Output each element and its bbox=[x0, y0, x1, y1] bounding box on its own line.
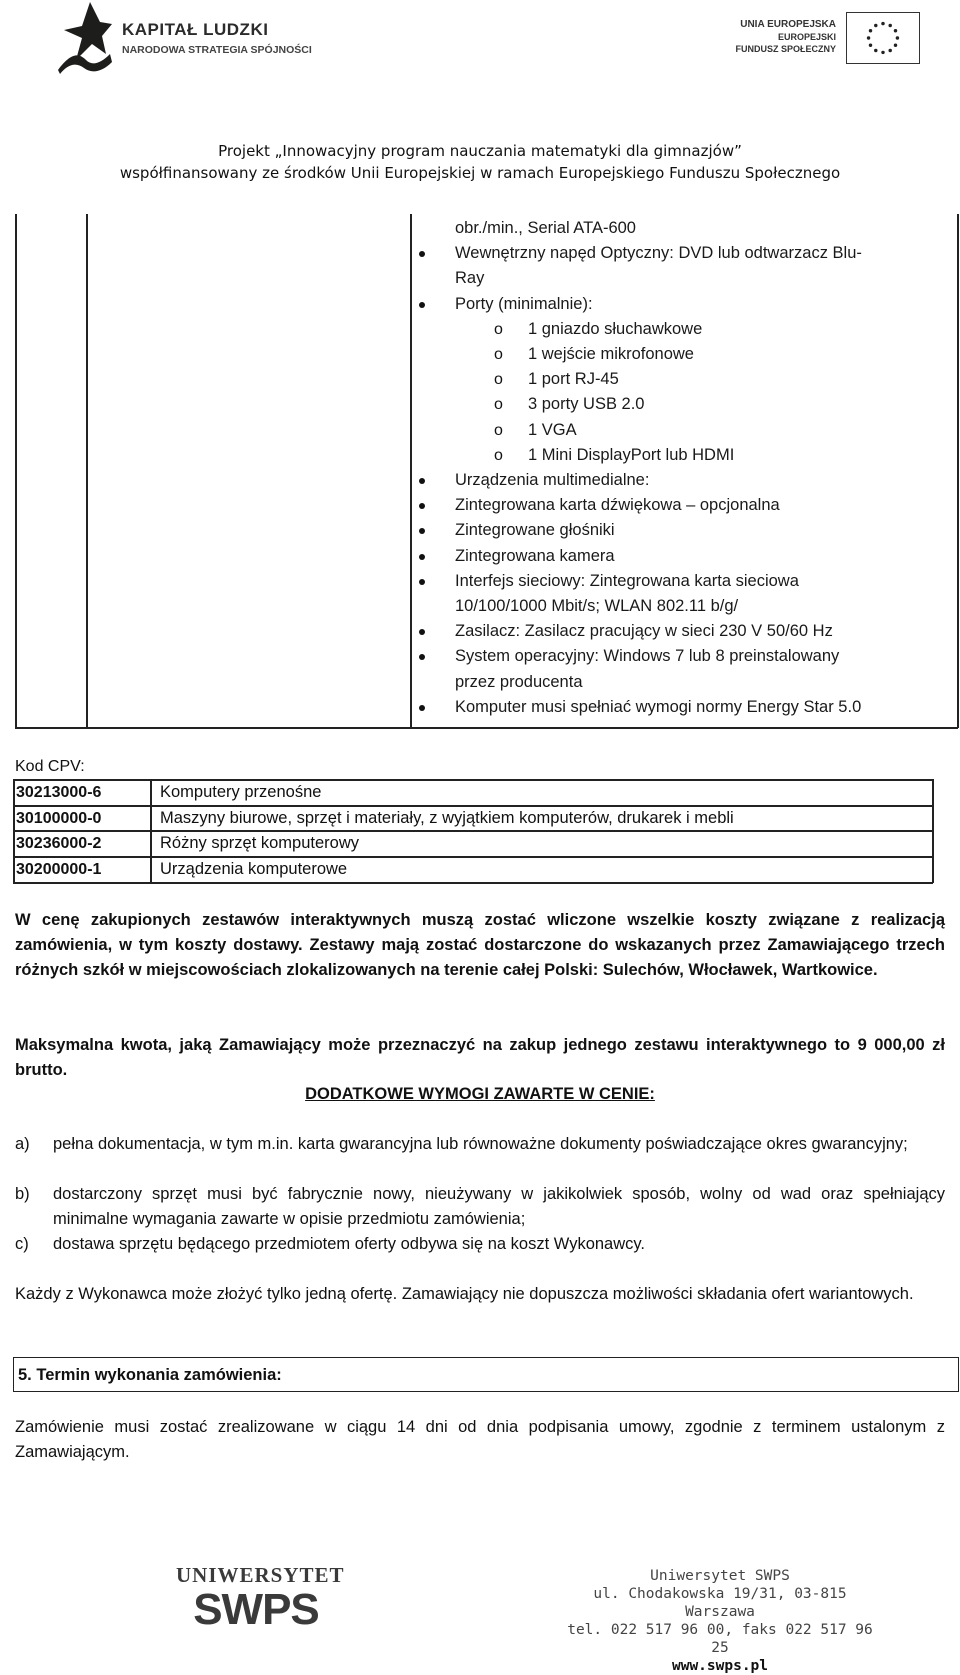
termin-section-label: 5. Termin wykonania zamówienia: bbox=[18, 1366, 282, 1384]
eu-star-icon bbox=[867, 36, 870, 39]
project-line-2: współfinansowany ze środków Unii Europejskiej w ramach Europejskiego Funduszu Społecznego bbox=[119, 164, 841, 182]
max-amount-paragraph: Maksymalna kwota, jaką Zamawiający może przeznaczyć na zakup jednego zestawu interaktywnego to 9 000,00 zł brutto. bbox=[15, 1036, 945, 1079]
footer-address-phone: tel. 022 517 96 00, faks 022 517 96 25 bbox=[567, 1622, 873, 1656]
spec-item-text: Interfejs sieciowy: Zintegrowana karta sieciowa bbox=[455, 571, 799, 590]
list-item-text: dostarczony sprzęt musi być fabrycznie nowy, nieużywany w jakikolwiek sposób, wolny od wad oraz spełniający minimalne wymagania zawarte w opisie przedmiotu zamówienia; bbox=[53, 1185, 945, 1228]
eu-star-icon bbox=[888, 24, 891, 27]
extra-requirements-heading: DODATKOWE WYMOGI ZAWARTE W CENIE: bbox=[305, 1085, 655, 1103]
kapital-ludzki-title: KAPITAŁ LUDZKI bbox=[122, 20, 269, 39]
spec-item-text: obr./min., Serial ATA-600 bbox=[455, 219, 636, 237]
spec-item-text: Zintegrowana karta dźwiękowa – opcjonalna bbox=[455, 496, 780, 515]
spec-item-text: 1 VGA bbox=[528, 420, 577, 439]
eu-star-icon bbox=[874, 24, 877, 27]
swps-logo bbox=[176, 1563, 345, 1635]
eu-star-icon bbox=[894, 29, 897, 32]
spec-item-text: System operacyjny: Windows 7 lub 8 preinstalowany bbox=[455, 647, 840, 666]
termin-section-box bbox=[13, 1357, 959, 1392]
bullet-icon bbox=[419, 503, 425, 509]
swps-logo-big: SWPS bbox=[193, 1585, 319, 1634]
kapital-ludzki-logo bbox=[52, 2, 312, 74]
cpv-desc: Komputery przenośne bbox=[160, 783, 322, 801]
offer-paragraph: Każdy z Wykonawca może złożyć tylko jedną ofertę. Zamawiający nie dopuszcza możliwości składania ofert wariantowych. bbox=[15, 1285, 914, 1303]
table-border-bottom bbox=[15, 727, 958, 729]
bullet-icon bbox=[419, 302, 425, 308]
list-item-letter: c) bbox=[15, 1235, 29, 1253]
eu-logo-line2: EUROPEJSKI bbox=[777, 32, 836, 42]
sub-bullet-marker: o bbox=[494, 396, 503, 414]
spec-item-text: Zasilacz: Zasilacz pracujący w sieci 230 V 50/60 Hz bbox=[455, 622, 833, 641]
table-divider-2 bbox=[410, 214, 412, 728]
cpv-desc: Różny sprzęt komputerowy bbox=[160, 834, 359, 852]
eu-star-icon bbox=[894, 43, 897, 46]
cpv-code: 30100000-0 bbox=[16, 810, 102, 827]
project-line-1: Projekt „Innowacyjny program nauczania matematyki dla gimnazjów” bbox=[218, 142, 742, 160]
bullet-icon bbox=[419, 654, 425, 660]
cpv-code: 30236000-2 bbox=[16, 835, 102, 852]
spec-item-text: 10/100/1000 Mbit/s; WLAN 802.11 b/g/ bbox=[455, 597, 739, 615]
table-divider-1 bbox=[86, 214, 88, 728]
eu-star-icon bbox=[896, 36, 899, 39]
cpv-row-line bbox=[13, 856, 933, 858]
spec-item-text: Wewnętrzny napęd Optyczny: DVD lub odtwarzacz Blu- bbox=[455, 244, 862, 263]
list-item-letter: b) bbox=[15, 1185, 30, 1203]
termin-paragraph: Zamówienie musi zostać zrealizowane w ciągu 14 dni od dnia podpisania umowy, zgodnie z terminem ustalonym z Zamawiającym. bbox=[15, 1418, 945, 1461]
bullet-icon bbox=[419, 579, 425, 585]
cpv-row-line bbox=[13, 779, 933, 781]
eu-star-icon bbox=[888, 49, 891, 52]
project-header bbox=[0, 140, 960, 184]
footer-address-web: www.swps.pl bbox=[671, 1658, 769, 1674]
eu-star-icon bbox=[881, 51, 884, 54]
eu-flag-icon bbox=[846, 12, 920, 64]
cpv-row-line bbox=[13, 882, 933, 884]
cpv-code: 30213000-6 bbox=[16, 784, 102, 801]
spec-item-text: Porty (minimalnie): bbox=[455, 294, 593, 313]
table-border-right bbox=[957, 214, 959, 728]
spec-item-text: przez producenta bbox=[455, 672, 583, 691]
star-person-icon bbox=[56, 2, 112, 74]
spec-item-text: 1 gniazdo słuchawkowe bbox=[528, 319, 703, 338]
spec-item-text: Zintegrowana kamera bbox=[455, 546, 615, 565]
cpv-label: Kod CPV: bbox=[15, 758, 85, 775]
eu-logo-line3: FUNDUSZ SPOŁECZNY bbox=[735, 44, 836, 54]
eu-logo-line1: UNIA EUROPEJSKA bbox=[740, 19, 836, 30]
spec-item-text: 1 wejście mikrofonowe bbox=[528, 345, 694, 363]
bullet-icon bbox=[419, 629, 425, 635]
kapital-ludzki-subtitle: NARODOWA STRATEGIA SPÓJNOŚCI bbox=[122, 44, 312, 56]
sub-bullet-marker: o bbox=[494, 320, 503, 338]
bullet-icon bbox=[419, 251, 425, 257]
footer-address-street: ul. Chodakowska 19/31, 03-815 Warszawa bbox=[593, 1586, 847, 1620]
eu-logo-text bbox=[735, 19, 836, 55]
sub-bullet-marker: o bbox=[494, 446, 503, 464]
footer-address-name: Uniwersytet SWPS bbox=[650, 1568, 790, 1584]
eu-star-icon bbox=[874, 49, 877, 52]
spec-item-text: 1 port RJ-45 bbox=[528, 370, 619, 389]
bullet-icon bbox=[419, 478, 425, 484]
sub-bullet-marker: o bbox=[494, 346, 503, 363]
list-item-text: pełna dokumentacja, w tym m.in. karta gwarancyjna lub równoważne dokumenty poświadczające okres gwarancyjny; bbox=[53, 1135, 908, 1153]
spec-item-text: Komputer musi spełniać wymogi normy Energy Star 5.0 bbox=[455, 697, 862, 716]
cpv-desc: Urządzenia komputerowe bbox=[160, 860, 348, 878]
swps-logo-top: UNIWERSYTET bbox=[176, 1563, 345, 1587]
eu-star-icon bbox=[869, 29, 872, 32]
spec-item-text: Zintegrowane głośniki bbox=[455, 521, 615, 540]
eu-star-icon bbox=[881, 22, 884, 25]
bullet-icon bbox=[419, 554, 425, 560]
sub-bullet-marker: o bbox=[494, 371, 503, 389]
spec-item-text: 3 porty USB 2.0 bbox=[528, 395, 645, 414]
spec-item-text: Urządzenia multimedialne: bbox=[455, 471, 650, 489]
eu-logo bbox=[735, 10, 920, 70]
bullet-icon bbox=[419, 705, 425, 711]
spec-item-text: Ray bbox=[455, 269, 485, 288]
costs-paragraph: W cenę zakupionych zestawów interaktywnych muszą zostać wliczone wszelkie koszty związane z realizacją zamówienia, w tym koszty dostawy. Zestawy mają zostać dostarczone do wskazanych przez Zamawiającego trzech różnych szkół w miejscowościach zlokalizowanych na terenie całej Polski: Sulechów, Włocławek, Wartkowice. bbox=[15, 911, 945, 979]
bullet-icon bbox=[419, 528, 425, 534]
eu-star-icon bbox=[869, 43, 872, 46]
list-item-text: dostawa sprzętu będącego przedmiotem oferty odbywa się na koszt Wykonawcy. bbox=[53, 1235, 646, 1253]
sub-bullet-marker: o bbox=[494, 421, 503, 439]
cpv-desc: Maszyny biurowe, sprzęt i materiały, z wyjątkiem komputerów, drukarek i mebli bbox=[160, 809, 734, 827]
footer-address bbox=[560, 1567, 880, 1675]
table-border-left bbox=[15, 214, 17, 728]
cpv-code: 30200000-1 bbox=[16, 861, 102, 878]
list-item-letter: a) bbox=[15, 1135, 30, 1153]
spec-item-text: 1 Mini DisplayPort lub HDMI bbox=[528, 445, 735, 464]
